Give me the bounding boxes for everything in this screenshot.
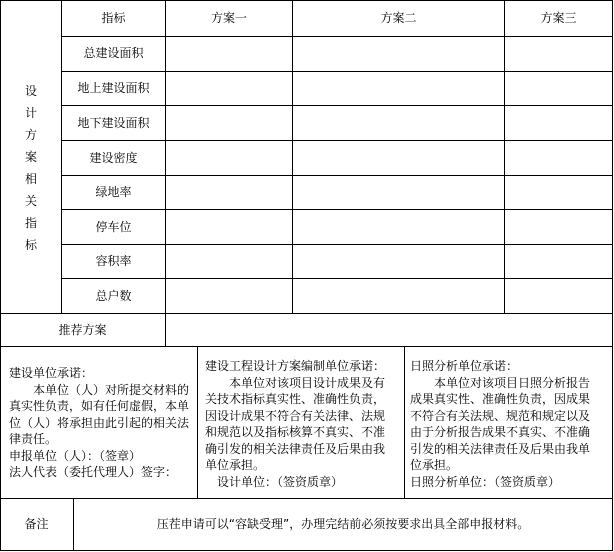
remarks-label: 备注 — [24, 517, 49, 531]
builder-legal-rep-signature: 法人代表（委托代理人）签字： — [9, 465, 178, 479]
builder-commitment — [9, 365, 189, 481]
header-plan-1: 方案一 — [210, 11, 247, 25]
builder-applicant-signature: 申报单位（人）：（签章） — [9, 448, 142, 463]
row-label-plot-ratio: 容积率 — [95, 254, 132, 268]
design-indicators-group-label — [19, 80, 43, 256]
header-indicator: 指标 — [101, 11, 126, 25]
row-label-building-density: 建设密度 — [89, 151, 138, 165]
sunlight-commitment-line: 不符合有关法规、规范和规定以及 — [410, 408, 591, 423]
group-label-char: 设 — [24, 84, 37, 98]
group-label-char: 指 — [24, 216, 37, 230]
row-label-underground-area: 地下建设面积 — [77, 116, 150, 130]
designer-commitment-line: 单位承担。 — [205, 458, 266, 472]
sunlight-commitment-title: 日照分析单位承诺： — [410, 359, 519, 373]
header-plan-2: 方案二 — [380, 11, 417, 25]
recommended-plan-label: 推荐方案 — [58, 323, 107, 337]
builder-commitment-line: 本单位（人）对所提交材料的 — [33, 382, 190, 397]
designer-commitment-line: 关技术指标真实性、准确性负责， — [205, 392, 386, 406]
sunlight-commitment-line: 本单位对该项目日照分析报告 — [434, 375, 591, 390]
designer-commitment-line: 确引发的相关法律责任及后果由我 — [205, 441, 386, 456]
group-label-char: 相 — [24, 172, 37, 186]
row-label-green-ratio: 绿地率 — [95, 185, 132, 199]
group-label-char: 关 — [24, 194, 37, 208]
row-label-above-ground-area: 地上建设面积 — [77, 81, 150, 95]
sunlight-seal-line: 日照分析单位：（签资质章） — [410, 474, 561, 489]
sunlight-commitment-line: 引发的相关法律责任及后果由我单 — [410, 441, 591, 456]
builder-commitment-line: 真实性负责，如有任何虚假，本单 — [9, 399, 190, 413]
header-plan-3: 方案三 — [540, 11, 577, 25]
designer-commitment-line: 和规范以及指标核算不真实、不准 — [205, 425, 386, 439]
sunlight-commitment-line: 位承担。 — [410, 458, 459, 472]
group-label-char: 案 — [24, 150, 37, 164]
builder-commitment-line: 位（人）将承担由此引起的相关法 — [9, 415, 190, 430]
group-label-char: 计 — [24, 106, 37, 120]
builder-commitment-title: 建设单位承诺： — [9, 366, 94, 380]
designer-commitment-line: 因设计成果不符合有关法律、法规 — [205, 408, 386, 423]
sunlight-commitment-line: 成果真实性、准确性负责，因成果 — [410, 392, 591, 406]
group-label-char: 标 — [24, 238, 37, 252]
sunlight-commitment — [410, 358, 590, 490]
remarks-text: 压茬申请可以“容缺受理”，办理完结前必须按要求出具全部申报材料。 — [156, 517, 530, 531]
sunlight-commitment-line: 由于分析报告成果不真实、不准确 — [410, 425, 591, 439]
designer-commitment-line: 本单位对该项目设计成果及有 — [229, 375, 386, 390]
designer-commitment — [205, 358, 385, 490]
designer-commitment-title: 建设工程设计方案编制单位承诺： — [205, 359, 386, 373]
row-label-total-households: 总户数 — [95, 289, 132, 303]
row-label-total-area: 总建设面积 — [83, 46, 144, 60]
group-label-char: 方 — [24, 128, 37, 142]
row-label-parking: 停车位 — [95, 220, 132, 234]
builder-commitment-line: 律责任。 — [9, 432, 58, 446]
designer-seal-line: 设计单位：（签资质章） — [217, 474, 344, 489]
